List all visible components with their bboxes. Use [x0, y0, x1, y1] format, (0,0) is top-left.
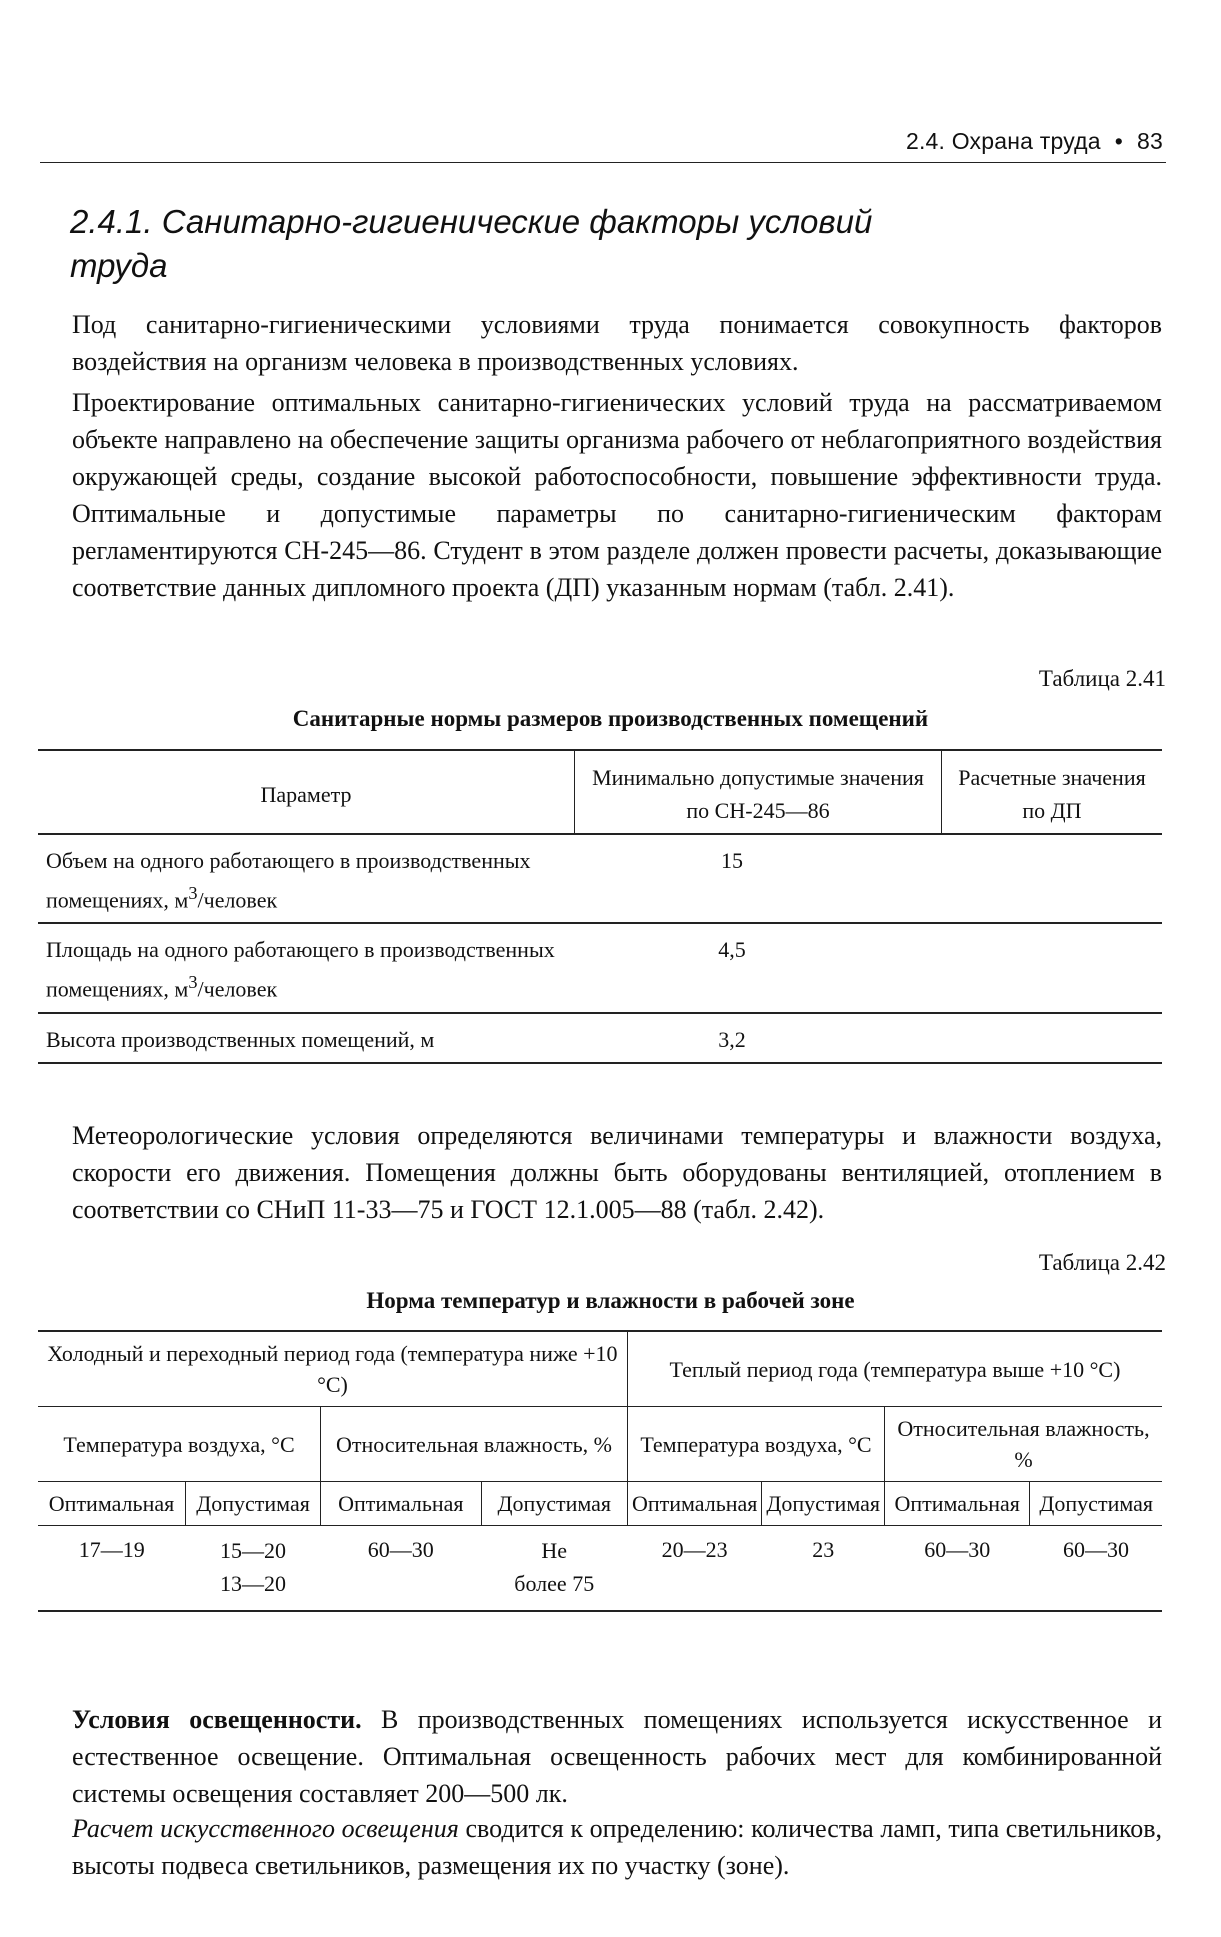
- subheader-optimal: Оптимальная: [627, 1482, 761, 1526]
- header-cold-temperature: Температура воздуха, °С: [38, 1407, 321, 1482]
- header-warm-period: Теплый период года (температура выше +10 °С): [669, 1356, 1121, 1382]
- header-cold-humidity: Относительная влажность, %: [321, 1407, 628, 1482]
- table-2-42-number: Таблица 2.42: [1038, 1250, 1166, 1275]
- table-row: [38, 834, 1162, 923]
- cell-warm-temp-permissible: 23: [812, 1537, 835, 1562]
- subheader-permissible: Допустимая: [762, 1482, 885, 1526]
- subheader-optimal: Оптимальная: [38, 1482, 186, 1526]
- running-head-section: 2.4. Охрана труда: [905, 128, 1101, 154]
- paragraph-lighting: [72, 1701, 1162, 1812]
- table-2-41: [38, 749, 1162, 1064]
- row-min-value: 3,2: [718, 1026, 746, 1052]
- header-cold-period: Холодный и переходный период года (температура ниже +10 °С): [38, 1331, 627, 1407]
- table-2-42: [38, 1330, 1162, 1612]
- cell-warm-humidity-permissible: 60—30: [1062, 1537, 1129, 1562]
- row-min-value: 15: [721, 848, 743, 873]
- header-rule: [40, 162, 1166, 163]
- paragraph-meteorological: Метеорологические условия определяются величинами температуры и влажности воздуха, скорости его движения. Помещения должны быть оборудованы вентиляцией, отоплением в соответствии со СНиП 11-33—75 и ГОСТ 12.1.005—88 (табл. 2.42).: [72, 1121, 1162, 1224]
- cell-cold-temp-optimal: 17—19: [78, 1537, 145, 1562]
- header-warm-temperature: Температура воздуха, °С: [627, 1407, 884, 1482]
- artificial-lighting-text: сводится к определению: количества ламп, типа светильников, высоты подвеса светильников, размещения их по участку (зоне).: [72, 1814, 1162, 1880]
- paragraph-design: Проектирование оптимальных санитарно-гигиенических условий труда на рассматриваемом объекте направлено на обеспечение защиты организма рабочего от неблагоприятного воздействия окружающей среды, создание высокой работоспособности, повышение эффективности труда. Оптимальные и допустимые параметры по санитарно-гигиеническим факторам регламентируются СН-245—86. Студент в этом разделе должен провести расчеты, доказывающие соответствие данных дипломного проекта (ДП) указанным нормам (табл. 2.41).: [72, 388, 1162, 602]
- section-title: 2.4.1. Санитарно-гигиенические факторы условий труда: [70, 203, 873, 284]
- row-min-value: 4,5: [718, 937, 746, 963]
- table-2-41-title: Санитарные нормы размеров производственных помещений: [292, 706, 929, 731]
- subheader-row: [38, 1482, 1162, 1526]
- row-calc-value: [942, 923, 1163, 1012]
- running-head-bullet: •: [1114, 128, 1124, 154]
- cell-cold-humidity-permissible: Не более 75: [514, 1538, 595, 1596]
- table-row: [38, 1526, 1162, 1612]
- table-row: [38, 923, 1162, 1012]
- table-row: [38, 1013, 1162, 1063]
- page-number: 83: [1137, 128, 1163, 154]
- period-header-row: [38, 1331, 1162, 1407]
- cell-cold-humidity-optimal: 60—30: [367, 1537, 434, 1562]
- row-calc-value: [942, 834, 1163, 923]
- cell-warm-temp-optimal: 20—23: [661, 1537, 728, 1562]
- running-head: [906, 128, 1163, 155]
- subheader-permissible: Допустимая: [186, 1482, 321, 1526]
- subheader-optimal: Оптимальная: [884, 1482, 1029, 1526]
- cell-cold-temp-permissible: 15—20 13—20: [220, 1538, 287, 1596]
- header-parameter: Параметр: [38, 750, 575, 834]
- lighting-lead: Условия освещенности.: [72, 1705, 362, 1734]
- group-header-row: [38, 1407, 1162, 1482]
- lighting-text: В производственных помещениях используется искусственное и естественное освещение. Оптимальная освещенность рабочих мест для комбинированной системы освещения составляет 200—500 лк.: [72, 1705, 1162, 1808]
- table-2-42-title: Норма температур и влажности в рабочей зоне: [366, 1288, 855, 1313]
- paragraph-artificial-lighting: [72, 1810, 1162, 1884]
- row-parameter: Площадь на одного работающего в производственных помещениях, $м^3$/человек: [46, 937, 555, 1002]
- subheader-optimal: Оптимальная: [321, 1482, 482, 1526]
- cell-warm-humidity-optimal: 60—30: [924, 1537, 991, 1562]
- table-header-row: [38, 750, 1162, 834]
- paragraph-definition: Под санитарно-гигиеническими условиями труда понимается совокупность факторов воздействия на организм человека в производственных условиях.: [72, 310, 1162, 376]
- header-warm-humidity: Относительная влажность, %: [897, 1416, 1150, 1472]
- header-min-values: Минимально допустимые значения по СН-245—86: [575, 750, 942, 834]
- row-parameter: Объем на одного работающего в производственных помещениях, $м^3$/человек: [46, 848, 531, 913]
- subheader-permissible: Допустимая: [1039, 1491, 1153, 1516]
- row-calc-value: [942, 1013, 1163, 1063]
- artificial-lighting-lead: Расчет искусственного освещения: [72, 1814, 459, 1843]
- table-2-41-number: Таблица 2.41: [1038, 666, 1166, 691]
- subheader-permissible: Допустимая: [481, 1482, 627, 1526]
- row-parameter: Высота производственных помещений, м: [46, 1026, 435, 1052]
- header-calc-values: Расчетные значения по ДП: [958, 765, 1146, 823]
